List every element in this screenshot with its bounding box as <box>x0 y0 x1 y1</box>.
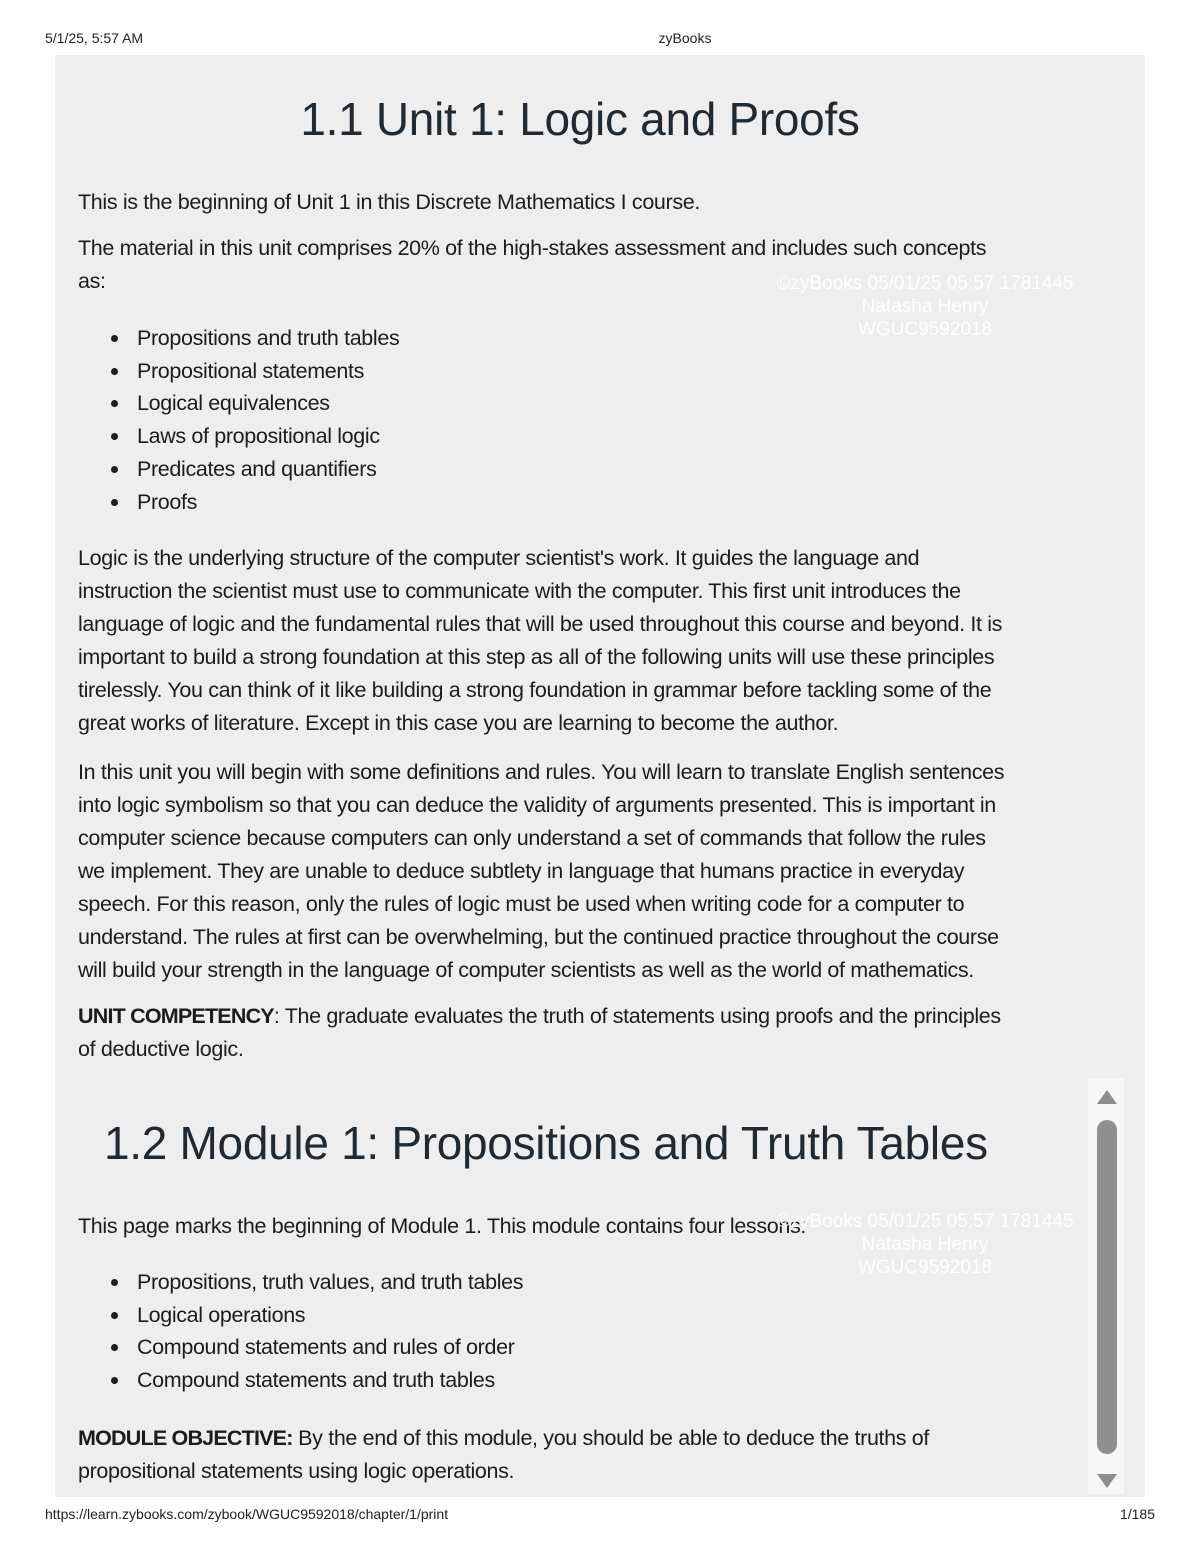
paragraph-line: tirelessly. You can think of it like building a strong foundation in grammar before tackling some of the <box>78 678 992 702</box>
unit-competency-text: of deductive logic. <box>78 1037 244 1061</box>
list-item: Proofs <box>137 486 399 519</box>
unit-competency-label: UNIT COMPETENCY <box>78 1004 274 1028</box>
watermark-line: WGUC9592018 <box>857 319 993 340</box>
watermark-line: WGUC9592018 <box>857 1257 993 1278</box>
unit-material-line: as: <box>78 269 106 293</box>
print-footer <box>0 1506 1200 1526</box>
logic-paragraph <box>78 542 1118 740</box>
scroll-up-arrow-icon[interactable] <box>1097 1090 1117 1104</box>
unit-competency <box>78 1000 1118 1066</box>
list-item: Propositions and truth tables <box>137 322 399 355</box>
print-header <box>0 30 1200 50</box>
list-item: Predicates and quantifiers <box>137 453 399 486</box>
list-item: Compound statements and truth tables <box>137 1364 523 1397</box>
section-title-unit-1: 1.1 Unit 1: Logic and Proofs <box>300 93 860 145</box>
paragraph-line: great works of literature. Except in this case you are learning to become the author. <box>78 711 839 735</box>
paragraph-line: into logic symbolism so that you can deduce the validity of arguments presented. This is important in <box>78 793 996 817</box>
scrollbar-thumb[interactable] <box>1097 1120 1117 1454</box>
print-site-title: zyBooks <box>658 30 712 46</box>
watermark-line: ©zyBooks 05/01/25 05:57 1781445 <box>776 1211 1074 1232</box>
unit-material-line: The material in this unit comprises 20% of the high-stakes assessment and includes such concepts <box>78 236 987 260</box>
paragraph-line: In this unit you will begin with some definitions and rules. You will learn to translate English sentences <box>78 760 1005 784</box>
paragraph-line: instruction the scientist must use to communicate with the computer. This first unit introduces the <box>78 579 961 603</box>
unit-competency-text: : The graduate evaluates the truth of statements using proofs and the principles <box>273 1004 1001 1028</box>
module-objective-label: MODULE OBJECTIVE: <box>78 1426 293 1450</box>
list-item: Laws of propositional logic <box>137 420 399 453</box>
print-url: https://learn.zybooks.com/zybook/WGUC9592018/chapter/1/print <box>45 1506 449 1522</box>
module-lessons-list <box>78 1266 523 1397</box>
list-item: Propositional statements <box>137 355 399 388</box>
list-item: Logical operations <box>137 1299 523 1332</box>
unit-overview-paragraph <box>78 756 1118 987</box>
watermark-line: ©zyBooks 05/01/25 05:57 1781445 <box>776 273 1074 294</box>
unit-intro: This is the beginning of Unit 1 in this Discrete Mathematics I course. <box>78 190 700 214</box>
paragraph-line: important to build a strong foundation at this step as all of the following units will use these principles <box>78 645 995 669</box>
paragraph-line: speech. For this reason, only the rules of logic must be used when writing code for a computer to <box>78 892 965 916</box>
list-item: Compound statements and rules of order <box>137 1331 523 1364</box>
unit-topics-list <box>78 322 399 518</box>
print-datetime: 5/1/25, 5:57 AM <box>45 30 144 46</box>
list-item: Propositions, truth values, and truth tables <box>137 1266 523 1299</box>
paragraph-line: we implement. They are unable to deduce subtlety in language that humans practice in everyday <box>78 859 965 883</box>
module-objective <box>78 1422 1118 1488</box>
module-intro: This page marks the beginning of Module 1. This module contains four lessons: <box>78 1214 806 1238</box>
watermark-line: Natasha Henry <box>861 296 989 317</box>
watermark-line: Natasha Henry <box>861 1234 989 1255</box>
paragraph-line: will build your strength in the language of computer scientists as well as the world of mathematics. <box>78 958 974 982</box>
watermark <box>715 1210 1135 1279</box>
module-objective-text: By the end of this module, you should be able to deduce the truths of <box>292 1426 930 1450</box>
paragraph-line: computer science because computers can only understand a set of commands that follow the rules <box>78 826 986 850</box>
list-item: Logical equivalences <box>137 387 399 420</box>
watermark <box>715 272 1135 341</box>
paragraph-line: understand. The rules at first can be overwhelming, but the continued practice throughout the course <box>78 925 999 949</box>
print-page-number: 1/185 <box>1119 1506 1155 1522</box>
paragraph-line: language of logic and the fundamental rules that will be used throughout this course and beyond. It is <box>78 612 1003 636</box>
section-title-module-1: 1.2 Module 1: Propositions and Truth Tables <box>104 1117 988 1169</box>
paragraph-line: Logic is the underlying structure of the computer scientist's work. It guides the language and <box>78 546 920 570</box>
module-objective-text: propositional statements using logic operations. <box>78 1459 515 1483</box>
